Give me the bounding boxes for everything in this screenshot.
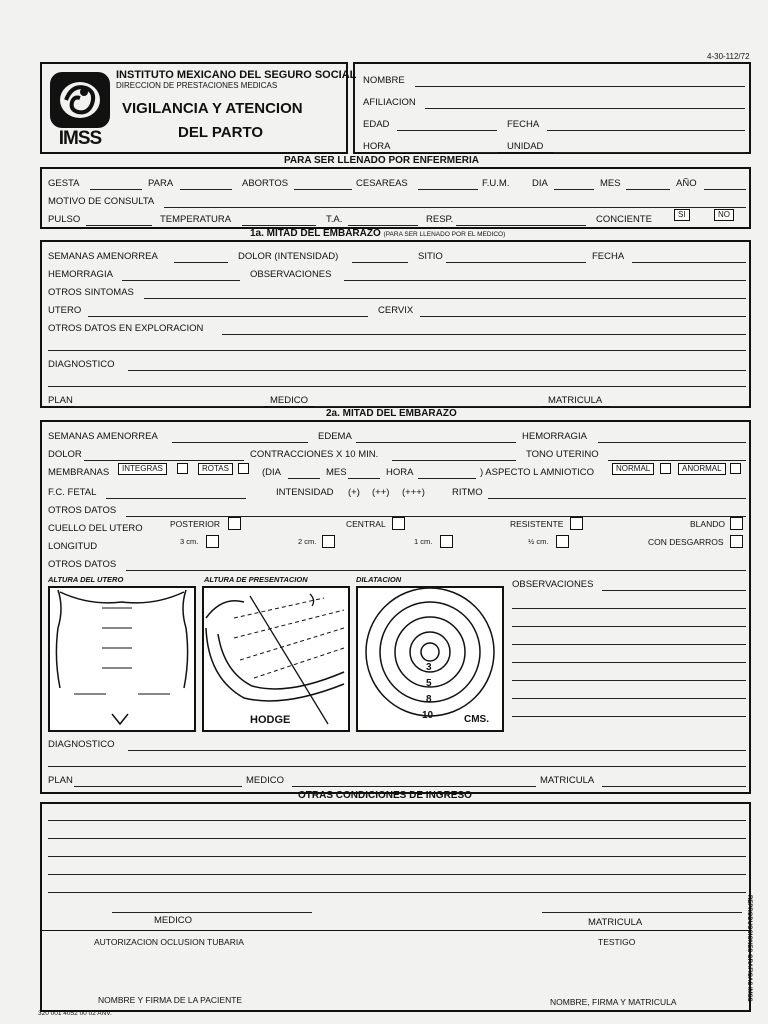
edema-label: EDEMA — [318, 431, 352, 442]
side-print-text: REPRODUCCIONES GRAFICAS IMSS — [746, 895, 752, 1002]
gesta-field[interactable] — [90, 189, 142, 190]
observaciones-label-2: OBSERVACIONES — [512, 579, 594, 590]
primera-box — [40, 240, 751, 408]
medico-label-2: MEDICO — [246, 775, 284, 786]
cm1-checkbox[interactable] — [440, 535, 453, 548]
anio-field[interactable] — [704, 189, 746, 190]
uterus-drawing — [50, 588, 194, 730]
contracciones-label: CONTRACCIONES X 10 MIN. — [250, 449, 379, 460]
membranas-label: MEMBRANAS — [48, 467, 110, 478]
posterior-label: POSTERIOR — [170, 519, 221, 529]
pelvis-drawing — [204, 588, 348, 730]
medico-field-2[interactable] — [292, 786, 536, 787]
desgarros-label: CON DESGARROS — [648, 537, 724, 547]
longitud-label: LONGITUD — [48, 541, 98, 552]
hemorragia-field-2[interactable] — [598, 442, 746, 443]
observaciones-label: OBSERVACIONES — [250, 269, 332, 280]
ta-label: T.A. — [326, 214, 343, 225]
dolor-label-2: DOLOR — [48, 449, 82, 460]
para-label: PARA — [148, 178, 174, 189]
fum-label: F.U.M. — [482, 178, 510, 189]
dia-label: DIA — [532, 178, 548, 189]
cm-half-label: ½ cm. — [528, 537, 549, 546]
semanas-label-2: SEMANAS AMENORREA — [48, 431, 158, 442]
otras-line-5[interactable] — [48, 892, 746, 893]
altura-presentacion-diagram[interactable] — [202, 586, 350, 732]
diagnostico-field[interactable] — [128, 370, 746, 371]
patient-box — [353, 62, 751, 154]
mes-field-2[interactable] — [348, 478, 380, 479]
dia-label-2: (DIA — [262, 467, 281, 478]
firma-paciente-label: NOMBRE Y FIRMA DE LA PACIENTE — [98, 995, 243, 1005]
ritmo-field[interactable] — [488, 498, 746, 499]
cms-label: CMS. — [464, 714, 489, 725]
otras-heading: OTRAS CONDICIONES DE INGRESO — [298, 790, 472, 801]
segunda-heading: 2a. MITAD DEL EMBARAZO — [326, 408, 457, 419]
plan-field[interactable] — [74, 406, 264, 407]
matricula-signature-line[interactable] — [542, 912, 742, 913]
otros-datos-exploracion-field[interactable] — [222, 334, 746, 335]
edema-field[interactable] — [356, 442, 516, 443]
hemorragia-label-2: HEMORRAGIA — [522, 431, 587, 442]
obs-line-5[interactable] — [512, 662, 746, 663]
integras-checkbox[interactable]: INTEGRAS — [118, 463, 167, 475]
dept-name: DIRECCION DE PRESTACIONES MEDICAS — [116, 81, 278, 90]
cesareas-field[interactable] — [418, 189, 478, 190]
si-checkbox[interactable]: SI — [674, 209, 690, 221]
primera-title: 1a. MITAD DEL EMBARAZO — [250, 228, 381, 239]
cervix-label: CERVIX — [378, 305, 414, 316]
otros-datos-field-2[interactable] — [126, 570, 746, 571]
primera-heading — [250, 229, 505, 239]
cm3-label: 3 cm. — [180, 537, 199, 546]
fecha-field-1[interactable] — [632, 262, 746, 263]
dilation-5: 5 — [426, 678, 432, 689]
otras-line-1[interactable] — [48, 820, 746, 821]
form-title-line1: VIGILANCIA Y ATENCION — [122, 100, 303, 117]
fecha-label: FECHA — [507, 119, 540, 130]
motivo-field[interactable] — [164, 207, 746, 208]
edad-label: EDAD — [363, 119, 390, 130]
tono-field[interactable] — [608, 460, 746, 461]
ta-field[interactable] — [348, 225, 418, 226]
dilation-8: 8 — [426, 694, 432, 705]
diagnostico-extra-line[interactable] — [48, 386, 746, 387]
cervix-field[interactable] — [420, 316, 746, 317]
sitio-label: SITIO — [418, 251, 443, 262]
rotas-checkbox[interactable]: ROTAS — [198, 463, 233, 475]
intensidad-plus3[interactable]: (+++) — [402, 487, 425, 498]
cm3-checkbox[interactable] — [206, 535, 219, 548]
hora-label: HORA — [363, 141, 391, 152]
intensidad-plus2[interactable]: (++) — [372, 487, 390, 498]
obs-line-7[interactable] — [512, 698, 746, 699]
rotas-box[interactable] — [238, 463, 249, 474]
logo-text: IMSS — [58, 128, 102, 149]
motivo-label: MOTIVO DE CONSULTA — [48, 196, 155, 207]
fc-fetal-label: F.C. FETAL — [48, 487, 97, 498]
cm2-label: 2 cm. — [298, 537, 317, 546]
dolor-field[interactable] — [352, 262, 408, 263]
consciente-label: CONCIENTE — [596, 214, 652, 225]
altura-utero-diagram[interactable] — [48, 586, 196, 732]
dilation-circles — [358, 588, 502, 730]
abortos-label: ABORTOS — [242, 178, 289, 189]
enfermeria-box — [40, 167, 751, 229]
dolor-field-2[interactable] — [84, 460, 244, 461]
matricula-label-3: MATRICULA — [588, 917, 643, 928]
fecha-label-1: FECHA — [592, 251, 625, 262]
hora-field[interactable] — [397, 152, 497, 153]
medico-label: MEDICO — [270, 395, 308, 406]
pulso-field[interactable] — [86, 225, 152, 226]
mes-label-2: MES — [326, 467, 347, 478]
diagnostico-label-2: DIAGNOSTICO — [48, 739, 115, 750]
resistente-checkbox[interactable] — [570, 517, 583, 530]
otros-datos-label-2: OTROS DATOS — [48, 559, 117, 570]
matricula-field-2[interactable] — [602, 786, 746, 787]
central-checkbox[interactable] — [392, 517, 405, 530]
testigo-label: TESTIGO — [598, 937, 636, 947]
header-box — [40, 62, 357, 154]
matricula-label: MATRICULA — [548, 395, 603, 406]
resp-field[interactable] — [456, 225, 586, 226]
fc-fetal-field[interactable] — [106, 498, 246, 499]
resp-label: RESP. — [426, 214, 454, 225]
cm-half-checkbox[interactable] — [556, 535, 569, 548]
no-checkbox[interactable]: NO — [714, 209, 734, 221]
obs-line-4[interactable] — [512, 644, 746, 645]
sitio-field[interactable] — [446, 262, 586, 263]
obs-line-3[interactable] — [512, 626, 746, 627]
obs-line-8[interactable] — [512, 716, 746, 717]
altura-utero-title: ALTURA DEL UTERO — [48, 575, 124, 584]
diagnostico-extra-line-2[interactable] — [48, 766, 746, 767]
normal-box[interactable] — [660, 463, 671, 474]
edad-field[interactable] — [397, 130, 497, 131]
utero-label: UTERO — [48, 305, 82, 316]
firma-matricula-label: NOMBRE, FIRMA Y MATRICULA — [550, 997, 677, 1007]
aspecto-label: ) ASPECTO L AMNIOTICO — [480, 467, 595, 478]
medico-label-3: MEDICO — [154, 915, 192, 926]
org-name: INSTITUTO MEXICANO DEL SEGURO SOCIAL — [116, 69, 357, 81]
otros-datos-label: OTROS DATOS — [48, 505, 117, 516]
cm2-checkbox[interactable] — [322, 535, 335, 548]
para-field[interactable] — [180, 189, 232, 190]
temperatura-field[interactable] — [242, 225, 316, 226]
temperatura-label: TEMPERATURA — [160, 214, 232, 225]
dolor-label: DOLOR (INTENSIDAD) — [238, 251, 339, 262]
form-title-line2: DEL PARTO — [178, 124, 264, 141]
otras-divider — [42, 930, 749, 931]
medico-signature-line[interactable] — [112, 912, 312, 913]
matricula-field[interactable] — [610, 406, 746, 407]
dilatacion-diagram[interactable] — [356, 586, 504, 732]
afiliacion-field[interactable] — [425, 108, 745, 109]
cuello-label: CUELLO DEL UTERO — [48, 523, 143, 534]
tono-label: TONO UTERINO — [526, 449, 599, 460]
hemorragia-label: HEMORRAGIA — [48, 269, 113, 280]
primera-subtitle: (PARA SER LLENADO POR EL MEDICO) — [383, 231, 506, 238]
fecha-field[interactable] — [547, 130, 745, 131]
form-code: 4-30-112/72 — [707, 52, 750, 61]
otras-line-2[interactable] — [48, 838, 746, 839]
utero-field[interactable] — [88, 316, 368, 317]
semanas-field-2[interactable] — [172, 442, 308, 443]
otros-sintomas-label: OTROS SINTOMAS — [48, 287, 134, 298]
normal-checkbox[interactable]: NORMAL — [612, 463, 654, 475]
otros-datos-exploracion-label: OTROS DATOS EN EXPLORACION — [48, 323, 204, 334]
footer-code: 320 001 4052 00 02 ANV. — [38, 1010, 112, 1017]
intensidad-label: INTENSIDAD — [276, 487, 334, 498]
central-label: CENTRAL — [346, 519, 386, 529]
afiliacion-label: AFILIACION — [363, 97, 416, 108]
unidad-field[interactable] — [553, 152, 745, 153]
obs-line-2[interactable] — [512, 608, 746, 609]
plan-field-2[interactable] — [74, 786, 242, 787]
unidad-label: UNIDAD — [507, 141, 544, 152]
nombre-field[interactable] — [415, 86, 745, 87]
autorizacion-label: AUTORIZACION OCLUSION TUBARIA — [94, 937, 244, 947]
gesta-label: GESTA — [48, 178, 80, 189]
semanas-label: SEMANAS AMENORREA — [48, 251, 158, 262]
diagnostico-label: DIAGNOSTICO — [48, 359, 115, 370]
blando-checkbox[interactable] — [730, 517, 743, 530]
otros-datos-field[interactable] — [126, 516, 746, 517]
imss-logo — [48, 70, 112, 150]
hora-field-2[interactable] — [418, 478, 476, 479]
semanas-field[interactable] — [174, 262, 228, 263]
pulso-label: PULSO — [48, 214, 81, 225]
cesareas-label: CESAREAS — [356, 178, 408, 189]
dia-field[interactable] — [554, 189, 594, 190]
nombre-label: NOMBRE — [363, 75, 405, 86]
medico-field[interactable] — [314, 406, 542, 407]
desgarros-checkbox[interactable] — [730, 535, 743, 548]
plan-label: PLAN — [48, 395, 73, 406]
dilatacion-title: DILATACION — [356, 575, 402, 584]
resistente-label: RESISTENTE — [510, 519, 564, 529]
otras-box — [40, 802, 751, 1012]
ritmo-label: RITMO — [452, 487, 483, 498]
observaciones-field[interactable] — [344, 280, 746, 281]
exploracion-extra-line[interactable] — [48, 350, 746, 351]
plan-label-2: PLAN — [48, 775, 73, 786]
anormal-checkbox[interactable]: ANORMAL — [678, 463, 726, 475]
cm1-label: 1 cm. — [414, 537, 433, 546]
segunda-box — [40, 420, 751, 794]
otras-line-4[interactable] — [48, 874, 746, 875]
obs-line-6[interactable] — [512, 680, 746, 681]
otras-line-3[interactable] — [48, 856, 746, 857]
integras-box[interactable] — [177, 463, 188, 474]
mes-label: MES — [600, 178, 621, 189]
enfermeria-heading: PARA SER LLENADO POR ENFERMERIA — [284, 155, 480, 166]
altura-presentacion-title: ALTURA DE PRESENTACION — [204, 575, 308, 584]
abortos-field[interactable] — [294, 189, 352, 190]
mes-field[interactable] — [626, 189, 670, 190]
hemorragia-field[interactable] — [122, 280, 240, 281]
intensidad-plus1[interactable]: (+) — [348, 487, 360, 498]
obs-line-1[interactable] — [602, 590, 746, 591]
anio-label: AÑO — [676, 178, 697, 189]
dilation-10: 10 — [422, 710, 434, 721]
dilation-3: 3 — [426, 662, 432, 673]
diagnostico-field-2[interactable] — [128, 750, 746, 751]
hora-label-2: HORA — [386, 467, 414, 478]
anormal-box[interactable] — [730, 463, 741, 474]
otros-sintomas-field[interactable] — [144, 298, 746, 299]
hodge-label: HODGE — [250, 714, 291, 726]
blando-label: BLANDO — [690, 519, 725, 529]
dia-field-2[interactable] — [288, 478, 320, 479]
posterior-checkbox[interactable] — [228, 517, 241, 530]
contracciones-field[interactable] — [392, 460, 516, 461]
matricula-label-2: MATRICULA — [540, 775, 595, 786]
